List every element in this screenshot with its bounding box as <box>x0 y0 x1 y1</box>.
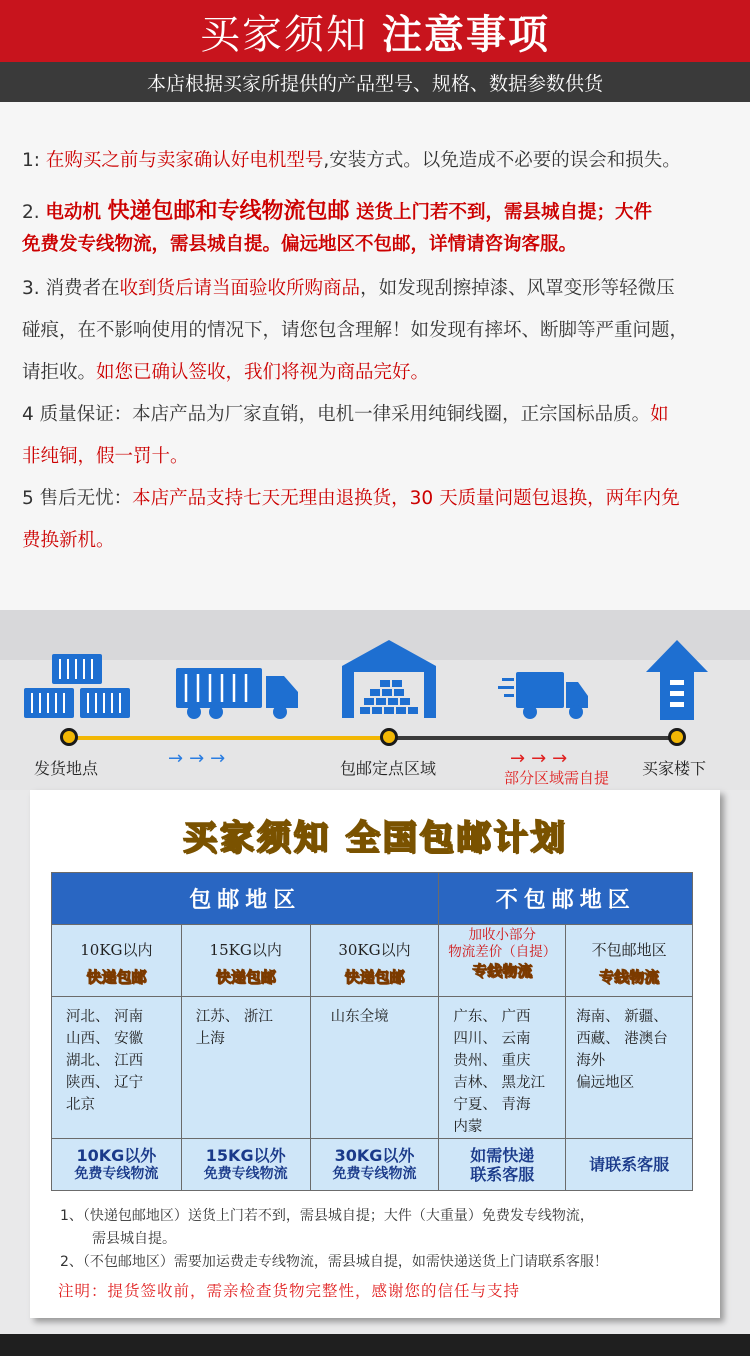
card-title: 买家须知 全国包邮计划 <box>182 818 568 858</box>
flow-dot-origin <box>60 728 78 746</box>
tag-express: 快递包邮 <box>86 968 147 986</box>
page-header <box>0 0 750 62</box>
footnote-1b: 需县城自提。 <box>92 1231 176 1247</box>
note-2-line2: 免费发专线物流，需县城自提。偏远地区不包邮，详情请咨询客服。 <box>22 234 578 255</box>
header-title-regular: 买家须知 <box>200 11 368 58</box>
regions-30kg: 山东全境 <box>310 997 439 1139</box>
footnote-1: 1、（快递包邮地区）送货上门若不到，需县城自提；大件（大重量）免费发专线物流， <box>60 1208 594 1224</box>
flow-label-destination: 买家楼下 <box>642 759 707 778</box>
regions-15kg: 江苏、 浙江 上海 <box>181 997 310 1139</box>
regions-10kg: 河北、 河南 山西、 安徽 湖北、 江西 陕西、 辽宁 北京 <box>52 997 182 1139</box>
flow-label-hub: 包邮定点区域 <box>340 759 437 778</box>
notice-section <box>0 102 750 610</box>
col-header-15kg: 15KG以内 快递包邮 <box>181 925 310 997</box>
note-1: 1: 在购买之前与卖家确认好电机型号,安装方式。以免造成不必要的误会和损失。 <box>22 150 681 171</box>
warehouse-icon <box>340 638 438 720</box>
note-2: 2. 电动机 快递包邮和专线物流包邮 送货上门若不到，需县城自提；大件 <box>22 199 652 224</box>
footnote-remark: 注明：提货签收前，需亲检查货物完整性，感谢您的信任与支持 <box>58 1282 521 1300</box>
flow-line-partial <box>392 736 680 740</box>
containers-icon <box>24 654 132 720</box>
header-subtitle: 本店根据买家所提供的产品型号、规格、数据参数供货 <box>0 62 750 102</box>
tag-dedicated: 专线物流 <box>472 962 533 980</box>
tag-dedicated: 专线物流 <box>599 968 660 986</box>
truck-icon <box>176 668 300 720</box>
head-free-regions: 包邮地区 <box>52 873 439 925</box>
footer-30kg: 30KG以外 免费专线物流 <box>310 1139 439 1191</box>
footer-10kg: 10KG以外 免费专线物流 <box>52 1139 182 1191</box>
flow-label-partial: 部分区域需自提 <box>504 769 610 787</box>
col-header-10kg: 10KG以内 快递包邮 <box>52 925 182 997</box>
footer-contact-service: 请联系客服 <box>566 1139 693 1191</box>
col-header-no-free: 不包邮地区 专线物流 <box>566 925 693 997</box>
footer-15kg: 15KG以外 免费专线物流 <box>181 1139 310 1191</box>
flow-label-origin: 发货地点 <box>34 759 99 778</box>
delivery-van-icon <box>498 668 590 722</box>
header-title-bold: 注意事项 <box>382 11 550 58</box>
col-header-surcharge: 加收小部分 物流差价（自提） 专线物流 <box>439 925 566 997</box>
note-4-line2: 非纯铜，假一罚十。 <box>22 446 189 467</box>
head-non-free-regions: 不包邮地区 <box>439 873 693 925</box>
regions-no-free: 海南、 新疆、 西藏、 港澳台 海外 偏远地区 <box>566 997 693 1139</box>
shipping-table <box>51 872 693 1191</box>
house-arrow-icon <box>646 640 708 722</box>
flow-dot-destination <box>668 728 686 746</box>
note-3-line2: 碰痕，在不影响使用的情况下，请您包含理解！如发现有摔坏、断脚等严重问题， <box>22 320 689 341</box>
col-header-30kg: 30KG以内 快递包邮 <box>310 925 439 997</box>
note-5-line2: 费换新机。 <box>22 530 115 551</box>
note-3: 3. 消费者在收到货后请当面验收所购商品，如发现刮擦掉漆、风罩变形等轻微压 <box>22 278 675 299</box>
flow-dot-hub <box>380 728 398 746</box>
bottom-bar <box>0 1334 750 1356</box>
regions-surcharge: 广东、 广西 四川、 云南 贵州、 重庆 吉林、 黑龙江 宁夏、 青海 内蒙 <box>439 997 566 1139</box>
note-3-line3: 请拒收。如您已确认签收，我们将视为商品完好。 <box>22 362 430 383</box>
footer-surcharge: 如需快递 联系客服 <box>439 1139 566 1191</box>
flow-arrows-red: →→→ <box>510 748 574 769</box>
tag-express: 快递包邮 <box>215 968 276 986</box>
footnote-2: 2、（不包邮地区）需要加运费走专线物流，需县城自提，如需快递送货上门请联系客服！ <box>60 1254 608 1270</box>
tag-express: 快递包邮 <box>344 968 405 986</box>
note-5: 5 售后无忧：本店产品支持七天无理由退换货，30 天质量问题包退换，两年内免 <box>22 488 680 509</box>
flow-arrows-blue: →→→ <box>168 748 232 769</box>
flow-line-free <box>62 736 392 740</box>
free-shipping-card <box>30 790 720 1318</box>
note-4: 4 质量保证：本店产品为厂家直销，电机一律采用纯铜线圈，正宗国标品质。如 <box>22 404 669 425</box>
